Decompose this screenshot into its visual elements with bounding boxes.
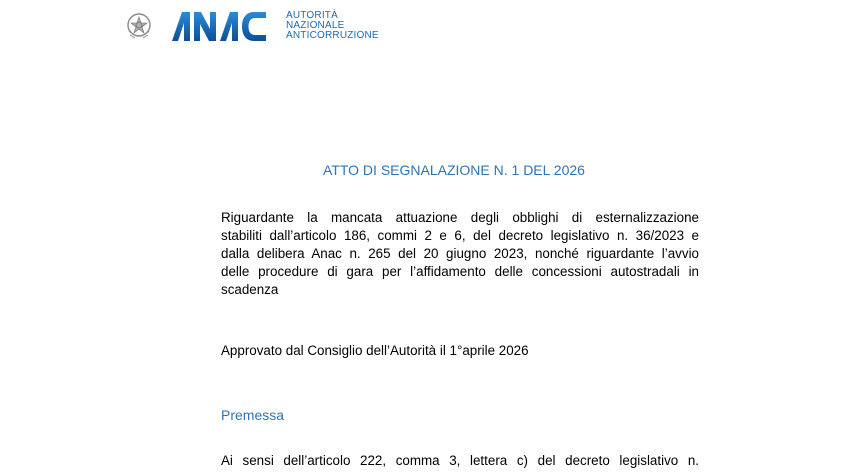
subject-line: stabiliti dall’articolo 186, commi 2 e 6, del decreto legislativo n. 36/2023 e bbox=[221, 228, 699, 243]
logo-line-1: AUTORITÀ bbox=[286, 10, 338, 21]
section-heading-premessa: Premessa bbox=[221, 407, 285, 423]
document-title: ATTO DI SEGNALAZIONE N. 1 DEL 2026 bbox=[323, 162, 585, 178]
page-header bbox=[126, 8, 379, 44]
anac-logo-icon bbox=[170, 9, 282, 43]
logo-line-2: NAZIONALE bbox=[286, 20, 345, 31]
logo-line-3: ANTICORRUZIONE bbox=[286, 30, 379, 41]
subject-line: Riguardante la mancata attuazione degli obblighi di esternalizzazione bbox=[221, 210, 699, 225]
italian-republic-emblem-icon bbox=[126, 11, 152, 41]
subject-line: delle procedure di gara per l’affidamento delle concessioni autostradali in bbox=[221, 264, 699, 279]
intro-paragraph bbox=[221, 452, 699, 470]
subject-line: dalla delibera Anac n. 265 del 20 giugno 2023, nonché riguardante l’avvio bbox=[221, 246, 699, 261]
anac-logo-text bbox=[286, 11, 379, 41]
approval-statement: Approvato dal Consiglio dell’Autorità il 1°aprile 2026 bbox=[221, 343, 529, 358]
document-subject bbox=[221, 209, 699, 299]
subject-line: scadenza bbox=[221, 282, 279, 297]
intro-line: Ai sensi dell’articolo 222, comma 3, lettera c) del decreto legislativo n. bbox=[221, 453, 699, 468]
